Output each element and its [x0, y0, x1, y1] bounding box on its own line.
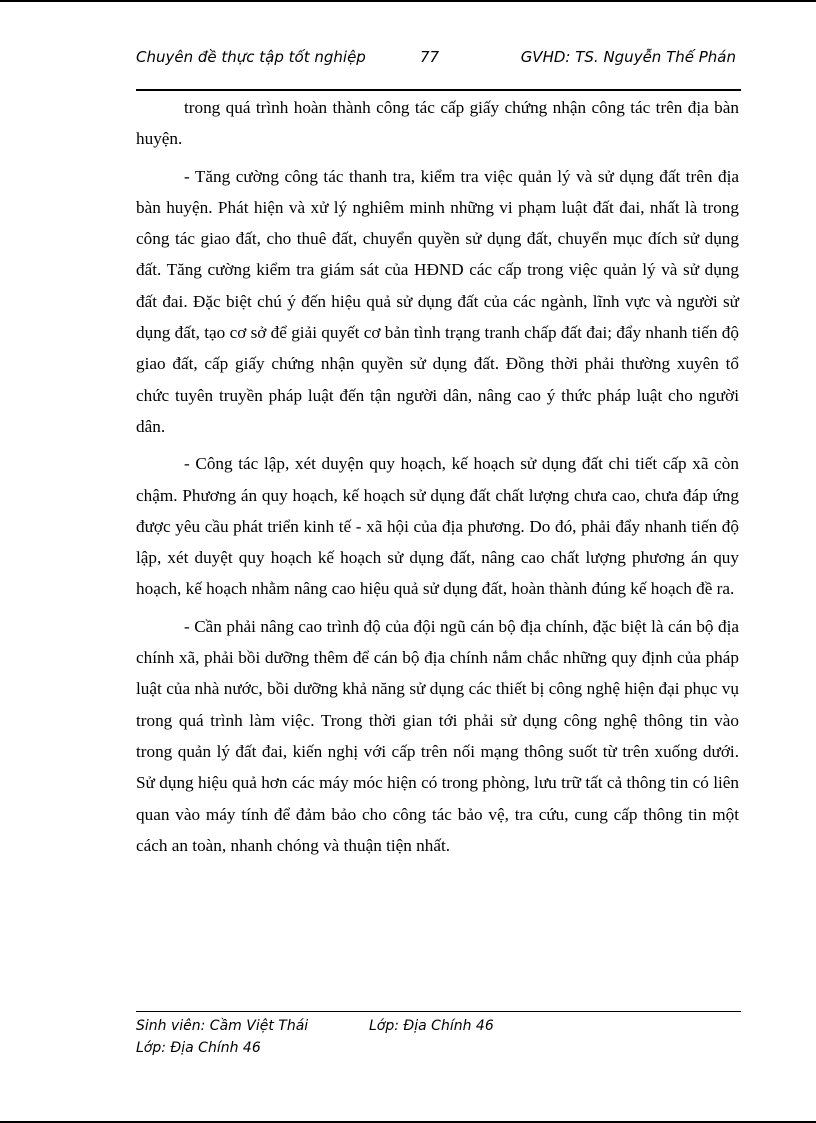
header-document-title: Chuyên đề thực tập tốt nghiệp	[136, 48, 366, 66]
page-footer	[136, 1015, 741, 1059]
paragraph-continuation: trong quá trình hoàn thành công tác cấp giấy chứng nhận công tác trên địa bàn huyện.	[136, 98, 739, 149]
header-divider	[136, 89, 741, 91]
footer-class: Lớp: Địa Chính 46	[369, 1018, 494, 1034]
footer-class-repeat: Lớp: Địa Chính 46	[136, 1040, 261, 1056]
document-body	[136, 92, 739, 867]
page-top-border	[0, 0, 816, 2]
footer-student: Sinh viên: Cầm Việt Thái	[136, 1018, 309, 1034]
paragraph-staff-training: - Cần phải nâng cao trình độ của đội ngũ cán bộ địa chính, đặc biệt là cán bộ địa chính xã, phải bồi dưỡng thêm để cán bộ địa chính nắm chắc những quy định của pháp luật của nhà nước, bồi dưỡng khả năng sử dụng các thiết bị công nghệ hiện đại phục vụ trong quá trình làm việc. Trong thời gian tới phải sử dụng công nghệ thông tin vào trong quản lý đất đai, kiến nghị với cấp trên nối mạng thông suốt từ trên xuống dưới. Sử dụng hiệu quả hơn các máy móc hiện có trong phòng, lưu trữ tất cả thông tin có liên quan vào máy tính để đảm bảo cho công tác bảo vệ, tra cứu, cung cấp thông tin một cách an toàn, nhanh chóng và thuận tiện nhất.	[136, 616, 739, 855]
paragraph-inspection: - Tăng cường công tác thanh tra, kiểm tra việc quản lý và sử dụng đất trên địa bàn huyện. Phát hiện và xử lý nghiêm minh những vi phạm luật đất đai, nhất là trong công tác giao đất, cho thuê đất, chuyển quyền sử dụng đất, chuyển mục đích sử dụng đất. Tăng cường kiểm tra giám sát của HĐND các cấp trong việc quản lý và sử dụng đất đai. Đặc biệt chú ý đến hiệu quả sử dụng đất của các ngành, lĩnh vực và người sử dụng đất, tạo cơ sở để giải quyết cơ bản tình trạng tranh chấp đất đai; đẩy nhanh tiến độ giao đất, cấp giấy chứng nhận quyền sử dụng đất. Đồng thời phải thường xuyên tổ chức tuyên truyền pháp luật đến tận người dân, nâng cao ý thức pháp luật cho người dân.	[136, 166, 739, 436]
paragraph-land-use-planning: - Công tác lập, xét duyện quy hoạch, kế hoạch sử dụng đất chi tiết cấp xã còn chậm. Phương án quy hoạch, kế hoạch sử dụng đất chất lượng chưa cao, chưa đáp ứng được yêu cầu phát triển kinh tế - xã hội của địa phương. Do đó, phải đẩy nhanh tiến độ lập, xét duyệt quy hoạch kế hoạch sử dụng đất, nâng cao chất lượng phương án quy hoạch, kế hoạch nhằm nâng cao hiệu quả sử dụng đất, hoàn thành đúng kế hoạch đề ra.	[136, 454, 739, 599]
footer-divider	[136, 1011, 741, 1012]
page-header	[136, 48, 741, 70]
header-page-number: 77	[420, 48, 440, 66]
header-supervisor: GVHD: TS. Nguyễn Thế Phán	[520, 48, 736, 66]
